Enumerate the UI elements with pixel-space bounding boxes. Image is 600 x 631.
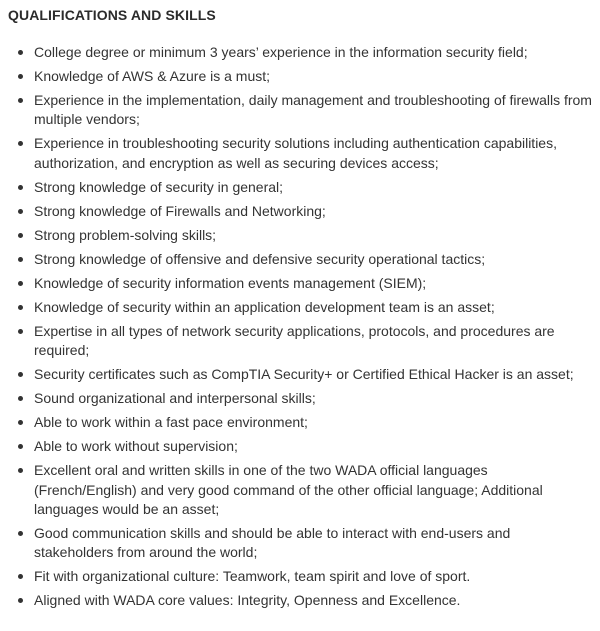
list-item xyxy=(8,67,592,86)
bullet-icon xyxy=(18,98,23,103)
list-item-text: Aligned with WADA core values: Integrity, Openness and Excellence. xyxy=(34,592,461,609)
list-item-text: Able to work within a fast pace environment; xyxy=(34,414,308,431)
bullet-icon xyxy=(18,396,23,401)
list-item xyxy=(8,365,592,384)
list-item-text: Strong knowledge of security in general; xyxy=(34,178,284,195)
list-item-text: Sound organizational and interpersonal skills; xyxy=(34,390,316,407)
bullet-icon xyxy=(18,329,23,334)
list-item xyxy=(8,298,592,317)
bullet-icon xyxy=(18,444,23,449)
list-item-text: Security certificates such as CompTIA Security+ or Certified Ethical Hacker is an asset; xyxy=(34,366,574,383)
list-item-text: Knowledge of security within an application development team is an asset; xyxy=(34,298,495,315)
list-item xyxy=(8,250,592,269)
list-item xyxy=(8,413,592,432)
list-item xyxy=(8,591,592,610)
list-item xyxy=(8,178,592,197)
bullet-icon xyxy=(18,305,23,310)
list-item xyxy=(8,461,592,519)
bullet-icon xyxy=(18,531,23,536)
list-item xyxy=(8,524,592,562)
list-item xyxy=(8,437,592,456)
bullet-icon xyxy=(18,185,23,190)
list-item xyxy=(8,134,592,172)
list-item xyxy=(8,567,592,586)
list-item xyxy=(8,226,592,245)
list-item-text: Fit with organizational culture: Teamwork, team spirit and love of sport. xyxy=(34,568,471,585)
list-item-text: Strong knowledge of offensive and defensive security operational tactics; xyxy=(34,250,486,267)
list-item-text: Knowledge of AWS & Azure is a must; xyxy=(34,68,271,85)
bullet-icon xyxy=(18,281,23,286)
bullet-icon xyxy=(18,468,23,473)
list-item-text: Strong problem-solving skills; xyxy=(34,226,217,243)
list-item-text: Able to work without supervision; xyxy=(34,438,238,455)
section-heading: QUALIFICATIONS AND SKILLS xyxy=(8,7,216,23)
bullet-icon xyxy=(18,74,23,79)
bullet-icon xyxy=(18,598,23,603)
bullet-icon xyxy=(18,209,23,214)
list-item-text: Experience in troubleshooting security solutions including authentication capabilities, authorization, and encryption as well as securing devices access; xyxy=(34,135,557,171)
bullet-icon xyxy=(18,372,23,377)
bullet-icon xyxy=(18,420,23,425)
list-item xyxy=(8,91,592,129)
list-item-text: Expertise in all types of network security applications, protocols, and procedures are required; xyxy=(34,322,555,359)
list-item-text: Excellent oral and written skills in one of the two WADA official languages (French/English) and very good command of the other official language; Additional languages would be an asset; xyxy=(34,462,543,517)
skills-list xyxy=(8,43,592,610)
list-item-text: Experience in the implementation, daily management and troubleshooting of firewalls from multiple vendors; xyxy=(34,92,592,128)
list-item xyxy=(8,322,592,360)
list-item-text: College degree or minimum 3 years’ experience in the information security field; xyxy=(34,44,528,60)
list-item xyxy=(8,274,592,293)
bullet-icon xyxy=(18,574,23,579)
list-item-text: Good communication skills and should be able to interact with end-users and stakeholders from around the world; xyxy=(34,524,511,560)
list-item xyxy=(8,389,592,408)
bullet-icon xyxy=(18,141,23,146)
list-item xyxy=(8,202,592,221)
bullet-icon xyxy=(18,50,23,55)
bullet-icon xyxy=(18,257,23,262)
list-item-text: Knowledge of security information events management (SIEM); xyxy=(34,274,427,291)
list-item-text: Strong knowledge of Firewalls and Networking; xyxy=(34,202,326,219)
bullet-icon xyxy=(18,233,23,238)
list-item xyxy=(8,43,592,62)
